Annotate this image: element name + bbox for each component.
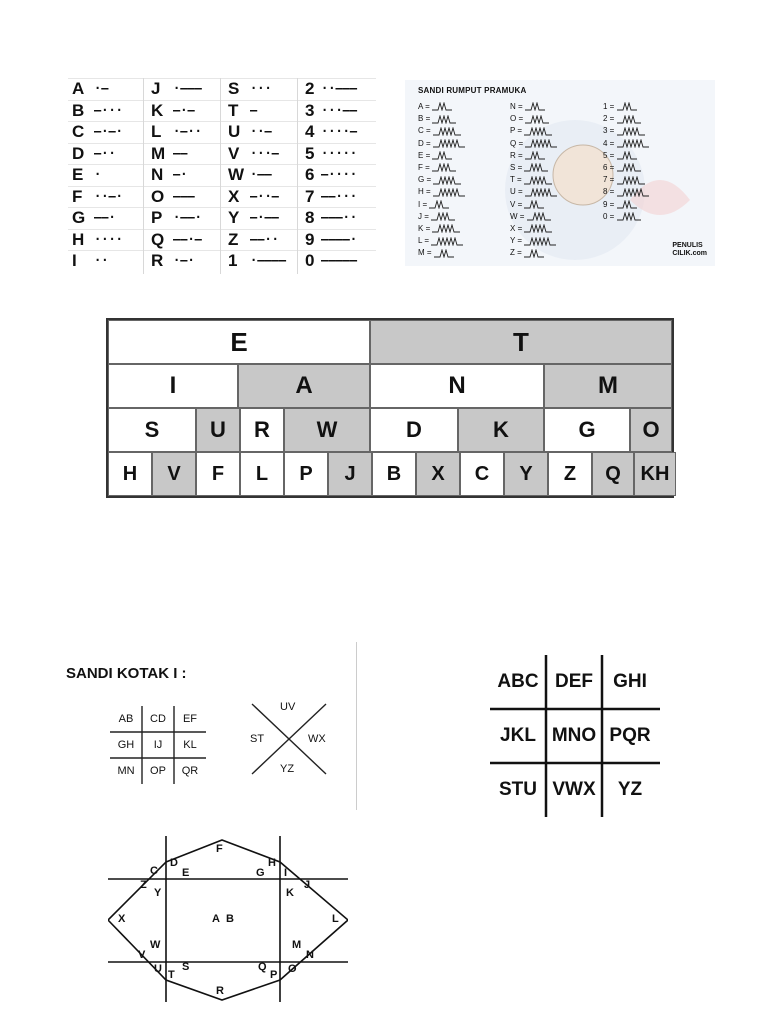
kotak-grid-dots [490,655,660,817]
morse-code: ··–· [94,188,123,203]
kotak-cell: AB [118,713,134,725]
tree-cell: F [196,452,240,496]
rumput-entry: 4 = [603,139,657,149]
diamond-letter: T [168,969,175,981]
morse-char: 7 [305,186,315,206]
morse-code: ·–· [173,253,195,267]
diamond-letter: C [150,865,158,877]
diamond-letter: N [306,949,314,961]
kotak-dot-cell: VWX [552,779,596,800]
tree-cell: A [238,364,370,408]
tree-cell: KH [634,452,676,496]
x-left: ST [250,733,265,745]
rumput-entry: V = [510,200,564,210]
diamond-letter: Y [154,887,162,899]
tree-cell: C [460,452,504,496]
rumput-entry: 0 = [603,212,657,222]
tree-cell: Y [504,452,548,496]
kotak-dot-cell: ABC [497,671,539,692]
rumput-entry: Q = [510,139,565,149]
tree-cell: Q [592,452,634,496]
morse-code: –·–– [250,210,279,224]
diamond-letter: G [256,867,265,879]
morse-char: A [72,79,85,98]
diamond-letter: X [118,913,126,925]
morse-code: –···· [321,167,358,181]
morse-code: ··––– [321,81,358,95]
morse-char: 2 [305,79,315,98]
morse-code: ––·· [250,231,279,246]
morse-char: B [72,100,85,120]
rumput-entry: 2 = [603,114,657,124]
rumput-entry: 3 = [603,126,657,136]
kotak-cell: MN [117,765,135,777]
diamond-letter: F [216,843,223,855]
diamond-letter: H [268,857,276,869]
morse-col-line [297,78,298,274]
morse-char: Z [228,229,239,249]
tree-cell: B [372,452,416,496]
rumput-entry: C = [418,126,473,136]
morse-char: T [228,100,239,120]
sandi-rumput-card [405,80,715,266]
rumput-title: SANDI RUMPUT PRAMUKA [418,86,527,95]
morse-code: ···– [250,145,279,160]
morse-code: ·–––– [250,253,287,267]
morse-code: ··– [250,124,272,138]
tree-cell: U [196,408,240,452]
rumput-entry: P = [510,126,564,136]
morse-char: M [151,143,166,163]
diamond-letter: U [154,963,162,975]
tree-cell: N [370,364,544,408]
rumput-entry: X = [510,224,564,234]
rumput-entry: E = [418,151,472,161]
tree-cell: W [284,408,370,452]
tree-cell: J [328,452,372,496]
kotak-dot-cell: YZ [617,779,643,800]
morse-code: ·––– [173,81,202,95]
rumput-entry: 1 = [603,102,657,112]
morse-code: ––– [173,188,195,203]
morse-code: – [250,102,258,117]
kotak-cell: KL [183,739,197,751]
morse-char: F [72,186,83,206]
morse-char: Y [228,208,240,227]
rumput-entry: A = [418,102,472,112]
morse-col-line [143,78,144,274]
morse-char: 0 [305,251,315,270]
tree-cell: S [108,408,196,452]
diamond-letter: P [270,969,278,981]
rumput-entry: F = [418,163,472,173]
morse-code: ·––· [173,210,202,224]
morse-char: V [228,143,240,163]
morse-col-line [220,78,221,274]
rumput-entry: 5 = [603,151,657,161]
morse-code: –·– [173,102,195,117]
morse-char: N [151,165,164,184]
tree-cell: E [108,320,370,364]
kotak-dot-cell: DEF [555,671,593,692]
morse-char: L [151,122,162,141]
sandi-kotak-title: SANDI KOTAK I : [66,665,187,682]
rumput-entry: I = [418,200,469,210]
rumput-entry: S = [510,163,564,173]
morse-char: 6 [305,165,315,184]
diamond-letter: E [182,867,190,879]
morse-code: ·– [94,81,109,95]
tree-cell: V [152,452,196,496]
morse-code: –··· [94,102,123,117]
morse-char: G [72,208,86,227]
diamond-letter: I [284,867,288,879]
rumput-entry: M = [418,248,474,258]
morse-char: I [72,251,77,270]
diamond-letter: J [304,879,311,891]
tree-cell: H [108,452,152,496]
morse-code-table [68,78,376,274]
morse-char: E [72,165,84,184]
kotak-dot-cell: GHI [613,671,647,692]
rumput-entry: U = [510,187,565,197]
tree-cell: K [458,408,544,452]
morse-char: C [72,122,85,141]
diamond-letter: B [226,913,234,925]
morse-char: 9 [305,229,315,249]
morse-char: K [151,100,164,120]
x-bottom: YZ [280,763,295,775]
tree-cell: P [284,452,328,496]
morse-char: 8 [305,208,315,227]
morse-char: Q [151,229,165,249]
morse-code: ––··· [321,188,358,203]
rumput-entry: D = [418,139,473,149]
rumput-entry: 7 = [603,175,657,185]
morse-char: U [228,122,241,141]
morse-char: W [228,165,245,184]
rumput-entry: B = [418,114,472,124]
kotak-cell: EF [182,713,198,725]
morse-char: P [151,208,163,227]
tree-cell: R [240,408,284,452]
penulis-cilik-logo: PENULIS CILIK.com [672,242,707,257]
morse-code: ·–– [250,167,272,181]
diamond-letter: Z [140,879,147,891]
diamond-letter: V [138,949,146,961]
rumput-entry: 6 = [603,163,657,173]
diamond-letter: Q [258,961,267,973]
kotak-cell: IJ [153,739,163,751]
kotak-x-cross [248,700,330,778]
morse-char: H [72,229,85,249]
rumput-entry: K = [418,224,472,234]
morse-code: ––· [94,210,116,224]
rumput-entry: H = [418,187,473,197]
morse-char: X [228,186,240,206]
tree-cell: O [630,408,672,452]
morse-code: ····– [321,124,358,138]
rumput-entry: L = [418,236,471,246]
rumput-entry: J = [418,212,471,222]
tree-cell: T [370,320,672,364]
morse-char: 4 [305,122,315,141]
morse-code: ···· [94,231,123,246]
morse-code: ····· [321,145,358,160]
kotak-grid [110,706,206,784]
diamond-letter: O [288,963,297,975]
rumput-entry: W = [510,212,567,222]
tree-cell: L [240,452,284,496]
morse-code: –··– [250,188,279,203]
morse-char: D [72,143,85,163]
diamond-letter: R [216,985,224,997]
kotak-cell: OP [150,765,166,777]
tree-cell: G [544,408,630,452]
morse-char: O [151,186,165,206]
rumput-entry: 9 = [603,200,657,210]
morse-code: –––·· [321,210,358,224]
x-right: WX [308,733,326,745]
kotak-dot-cell: STU [499,779,537,800]
kotak-cell: GH [117,739,135,751]
rumput-entry: Y = [510,236,564,246]
kotak-cell: CD [150,713,166,725]
tree-cell: X [416,452,460,496]
kotak-dot-cell: JKL [500,725,536,746]
kotak-dot-cell: PQR [609,725,651,746]
morse-code: ––––· [321,231,358,246]
morse-code: –·–· [94,124,123,138]
morse-code: ···–– [321,102,358,117]
morse-code: · [94,167,102,181]
morse-code: ––––– [321,253,358,267]
morse-code: –· [173,167,188,181]
morse-code: –·· [94,145,116,160]
rumput-entry: O = [510,114,565,124]
diamond-letter: M [292,939,302,951]
morse-code: ·· [94,253,109,267]
morse-code: ––·– [173,231,202,246]
tree-cell: I [108,364,238,408]
morse-tree-table [106,318,674,498]
diamond-cipher [108,836,348,1002]
kotak-cell: QR [181,765,199,777]
diamond-letter: D [170,857,178,869]
rumput-entry: R = [510,151,565,161]
morse-code: –– [173,145,188,160]
tree-cell: M [544,364,672,408]
x-top: UV [280,701,296,713]
diamond-letter: K [286,887,294,899]
rumput-entry: 8 = [603,187,657,197]
morse-code: ··· [250,81,272,95]
rumput-entry: N = [510,102,565,112]
morse-char: 1 [228,251,238,270]
tree-cell: Z [548,452,592,496]
diamond-letter: S [182,961,190,973]
diamond-letter: W [150,939,161,951]
diamond-letter: L [332,913,339,925]
morse-char: R [151,251,164,270]
divider [356,642,357,810]
morse-code: ·–·· [173,124,202,138]
rumput-entry: T = [510,175,564,185]
kotak-dot-cell: MNO [551,725,597,746]
rumput-entry: Z = [510,248,564,258]
morse-char: 3 [305,100,315,120]
morse-char: J [151,79,161,98]
rumput-entry: G = [418,175,473,185]
morse-char: S [228,79,240,98]
tree-cell: D [370,408,458,452]
morse-char: 5 [305,143,315,163]
diamond-letter: A [212,913,220,925]
